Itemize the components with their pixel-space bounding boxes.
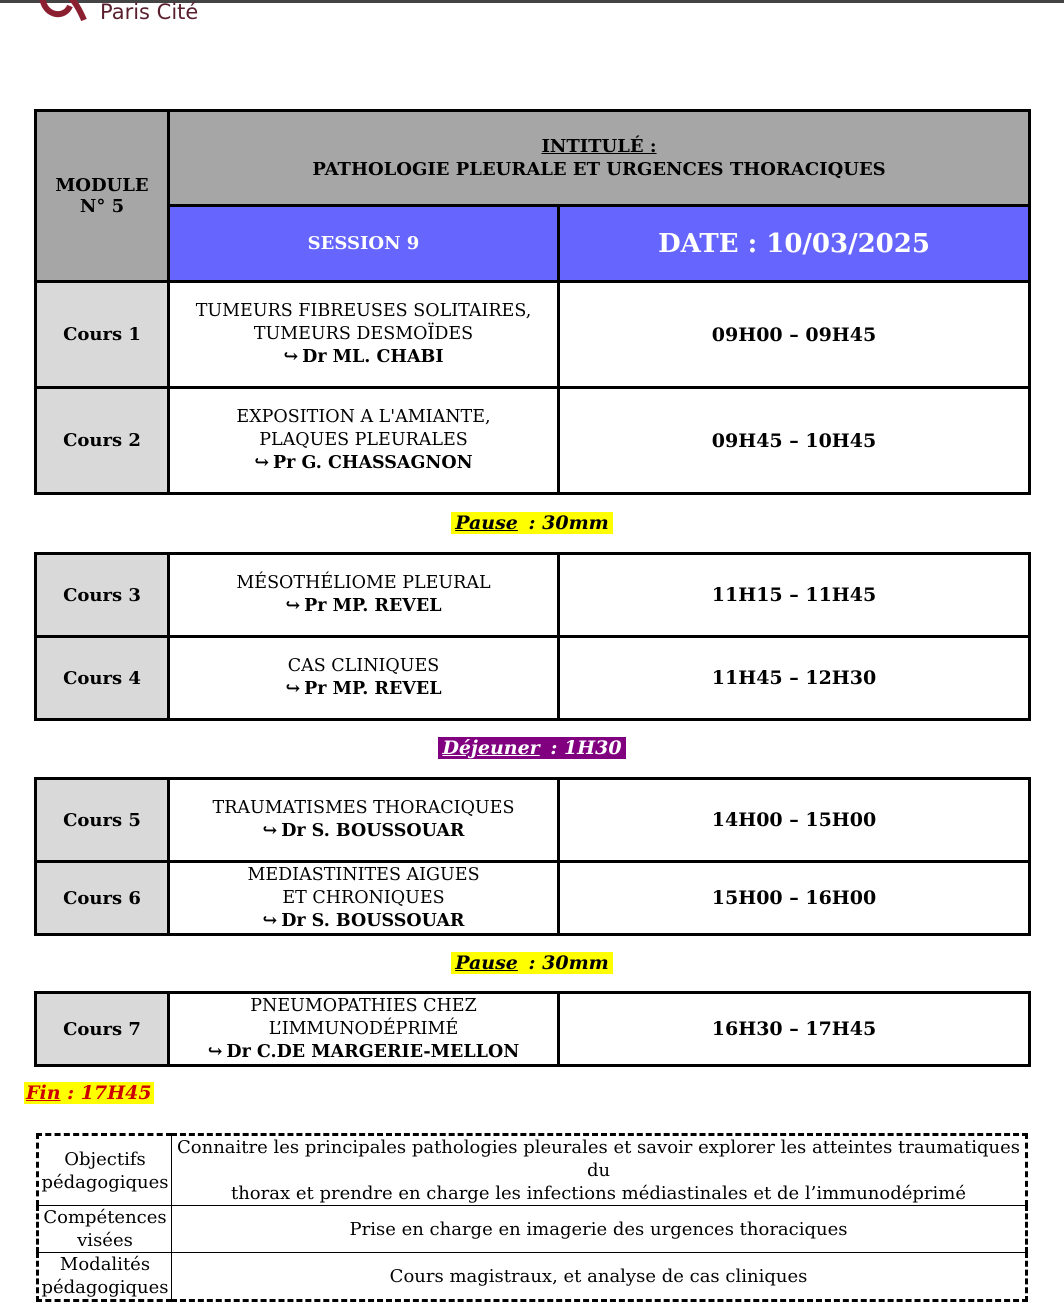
course-speaker xyxy=(170,678,557,701)
course-title xyxy=(169,779,559,862)
break-label: Pause xyxy=(455,952,518,974)
info-key-line: pédagogiques xyxy=(41,1171,169,1193)
end-value: : 17H45 xyxy=(60,1082,152,1104)
course-time: 15H00 – 16H00 xyxy=(559,862,1030,935)
speaker-name: Pr MP. REVEL xyxy=(304,596,442,616)
break-value: : 1H30 xyxy=(543,737,622,759)
info-value-line: Cours magistraux, et analyse de cas cliniques xyxy=(389,1265,808,1287)
info-value xyxy=(172,1206,1027,1253)
info-key-line: Compétences xyxy=(43,1207,167,1228)
course-label: Cours 2 xyxy=(36,388,169,494)
info-value-line: thorax et prendre en charge les infections médiastinales et de l’immunodéprimé xyxy=(230,1183,967,1204)
course-title xyxy=(169,388,559,494)
course-speaker xyxy=(170,346,557,369)
course-speaker xyxy=(170,452,557,475)
course-title-line: EXPOSITION A L'AMIANTE, xyxy=(236,407,491,427)
break-value: : 30mm xyxy=(521,952,609,974)
table-row xyxy=(36,637,1030,720)
university-logo-icon xyxy=(38,0,88,26)
info-key xyxy=(38,1206,172,1253)
schedule-table-morning xyxy=(34,109,1031,495)
course-title-line: PLAQUES PLEURALES xyxy=(259,430,468,450)
institution-name: Paris Cité xyxy=(100,0,199,24)
module-label: MODULE xyxy=(55,175,149,196)
module-title: PATHOLOGIE PLEURALE ET URGENCES THORACIQUES xyxy=(312,159,886,180)
course-time: 14H00 – 15H00 xyxy=(559,779,1030,862)
table-row xyxy=(36,388,1030,494)
break-lunch xyxy=(0,737,1064,759)
info-value xyxy=(172,1135,1027,1206)
table-row xyxy=(38,1206,1027,1253)
info-key-line: pédagogiques xyxy=(41,1277,169,1298)
arrow-icon: ↪ xyxy=(285,596,301,616)
course-time: 09H00 – 09H45 xyxy=(559,282,1030,388)
course-title-line: TUMEURS DESMOÏDES xyxy=(253,324,474,344)
table-row xyxy=(36,779,1030,862)
info-value xyxy=(172,1253,1027,1301)
course-title-line: TUMEURS FIBREUSES SOLITAIRES, xyxy=(195,301,532,321)
course-title-line: L’IMMUNODÉPRIMÉ xyxy=(268,1018,459,1039)
course-speaker xyxy=(170,595,557,618)
speaker-name: Dr S. BOUSSOUAR xyxy=(281,910,465,931)
info-value-line: Prise en charge en imagerie des urgences thoraciques xyxy=(349,1218,848,1240)
course-label: Cours 7 xyxy=(36,993,169,1066)
course-title-line: CAS CLINIQUES xyxy=(287,656,440,676)
end-time xyxy=(24,1082,154,1104)
course-title xyxy=(169,554,559,637)
course-speaker xyxy=(170,1041,557,1064)
break-value: : 30mm xyxy=(521,512,609,534)
course-speaker xyxy=(170,820,557,843)
pedagogy-info-table xyxy=(36,1133,1028,1302)
course-label: Cours 5 xyxy=(36,779,169,862)
schedule-table-late-afternoon xyxy=(34,991,1031,1067)
speaker-name: Dr ML. CHABI xyxy=(302,347,444,367)
info-key-line: Objectifs xyxy=(64,1148,146,1170)
course-label: Cours 3 xyxy=(36,554,169,637)
course-time: 09H45 – 10H45 xyxy=(559,388,1030,494)
course-title-line: PNEUMOPATHIES CHEZ xyxy=(250,995,477,1016)
speaker-name: Pr G. CHASSAGNON xyxy=(273,453,473,473)
speaker-name: Dr S. BOUSSOUAR xyxy=(281,821,465,841)
speaker-name: Pr MP. REVEL xyxy=(304,679,442,699)
table-row xyxy=(38,1253,1027,1301)
course-title-line: ET CHRONIQUES xyxy=(282,887,445,908)
session-date: DATE : 10/03/2025 xyxy=(559,206,1030,282)
break-pause-2 xyxy=(0,952,1064,974)
arrow-icon: ↪ xyxy=(207,1041,223,1062)
course-speaker xyxy=(170,910,557,933)
arrow-icon: ↪ xyxy=(262,910,278,931)
info-key xyxy=(38,1253,172,1301)
course-label: Cours 1 xyxy=(36,282,169,388)
speaker-name: Dr C.DE MARGERIE-MELLON xyxy=(226,1041,520,1062)
info-key xyxy=(38,1135,172,1206)
course-title-line: MÉSOTHÉLIOME PLEURAL xyxy=(236,573,491,593)
course-title-line: TRAUMATISMES THORACIQUES xyxy=(212,798,515,818)
arrow-icon: ↪ xyxy=(283,347,299,367)
end-label: Fin xyxy=(26,1082,61,1104)
course-title xyxy=(169,993,559,1066)
module-title-label: INTITULÉ : xyxy=(541,136,657,157)
table-row xyxy=(38,1135,1027,1206)
module-number: N° 5 xyxy=(79,196,125,217)
schedule-table-late-morning xyxy=(34,552,1031,721)
break-label: Déjeuner xyxy=(442,737,540,759)
course-label: Cours 4 xyxy=(36,637,169,720)
course-title xyxy=(169,282,559,388)
course-time: 11H15 – 11H45 xyxy=(559,554,1030,637)
info-value-line: Connaitre les principales pathologies pleurales et savoir explorer les atteintes traumatiques du xyxy=(177,1137,1020,1181)
info-key-line: visées xyxy=(77,1230,133,1251)
course-label: Cours 6 xyxy=(36,862,169,935)
course-title xyxy=(169,637,559,720)
module-title-cell xyxy=(169,111,1030,206)
table-row xyxy=(36,862,1030,935)
session-label: SESSION 9 xyxy=(169,206,559,282)
arrow-icon: ↪ xyxy=(285,679,301,699)
table-row xyxy=(36,993,1030,1066)
course-time: 11H45 – 12H30 xyxy=(559,637,1030,720)
arrow-icon: ↪ xyxy=(254,453,269,473)
info-key-line: Modalités xyxy=(59,1254,151,1275)
course-time: 16H30 – 17H45 xyxy=(559,993,1030,1066)
table-row xyxy=(36,282,1030,388)
break-pause-1 xyxy=(0,512,1064,534)
module-cell xyxy=(36,111,169,282)
schedule-table-afternoon xyxy=(34,777,1031,936)
break-label: Pause xyxy=(455,512,518,534)
course-title-line: MEDIASTINITES AIGUES xyxy=(247,864,480,885)
arrow-icon: ↪ xyxy=(262,821,278,841)
course-title xyxy=(169,862,559,935)
table-row xyxy=(36,554,1030,637)
